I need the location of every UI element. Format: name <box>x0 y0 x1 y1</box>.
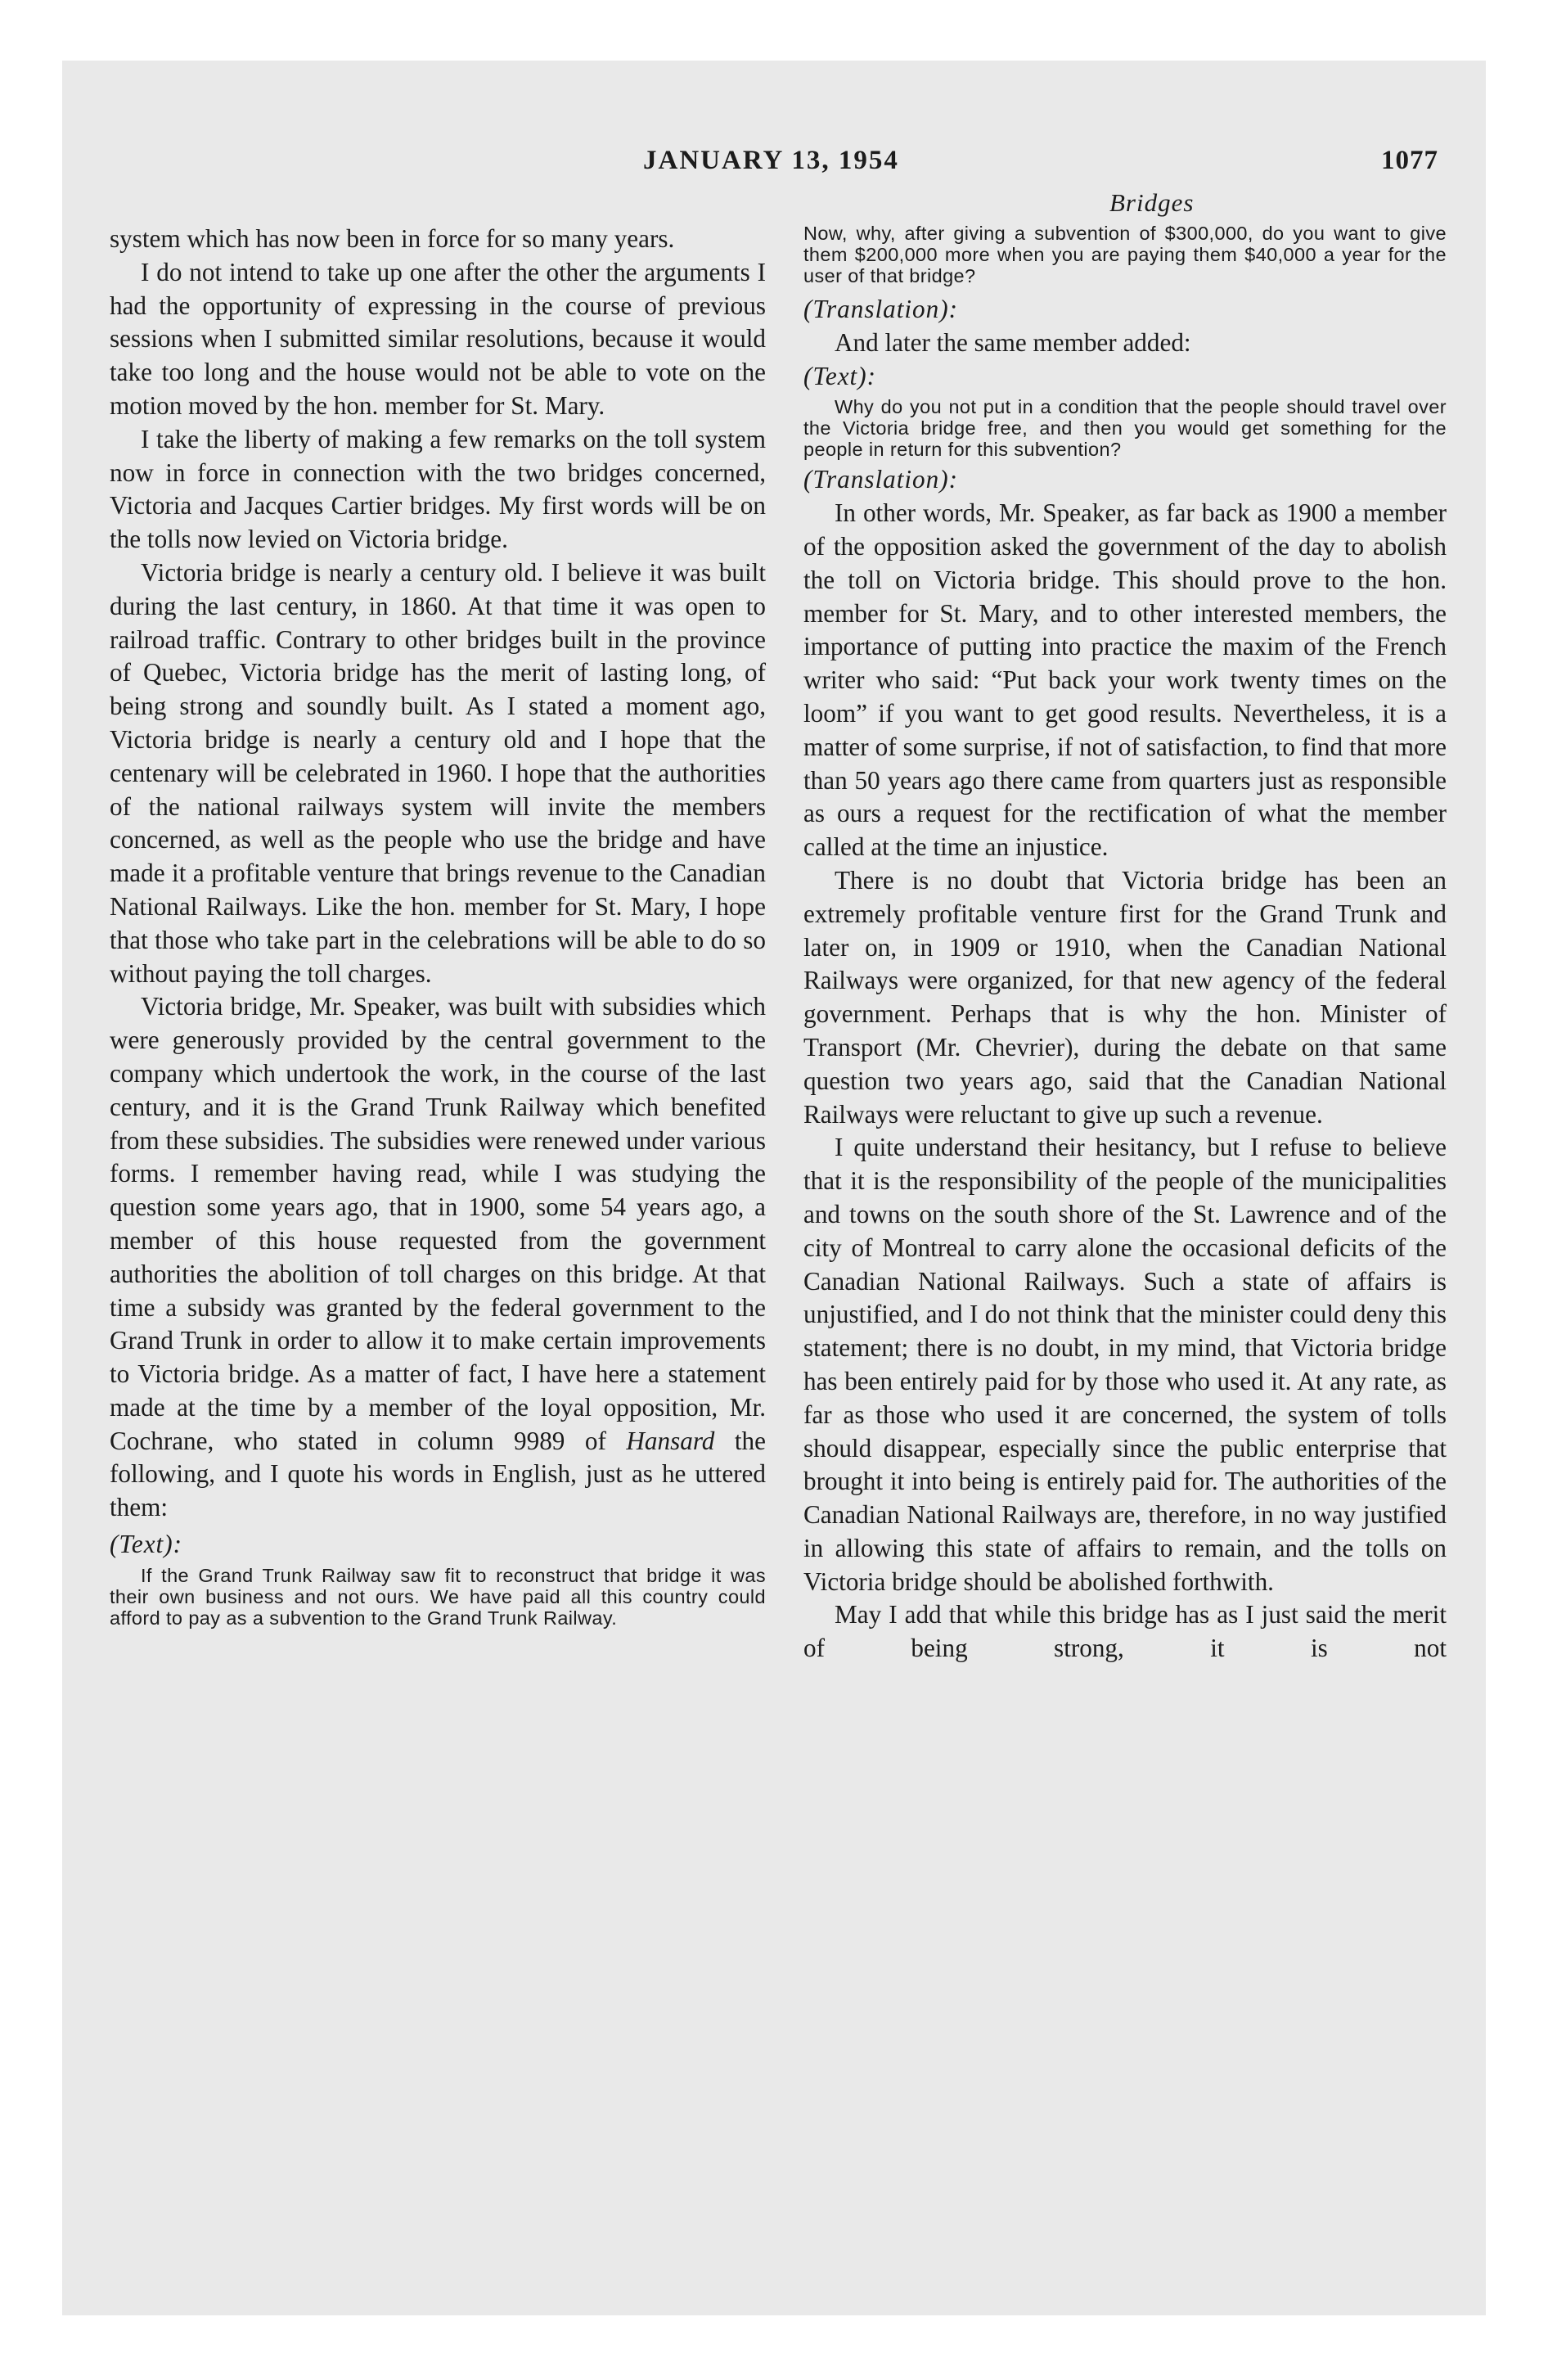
paragraph: May I add that while this bridge has as I just said the merit of being strong, it is not <box>803 1600 1447 1663</box>
paragraph: I do not intend to take up one after the other the arguments I had the opportunity of expressing in the course of previous sessions when I submitted similar resolutions, because it would take too long and the house would not be able to vote on the motion moved by the hon. member for St. Mary. <box>110 257 766 420</box>
paragraph: There is no doubt that Victoria bridge has been an extremely profitable venture first for the Grand Trunk and later on, in 1909 or 1910, when the Canadian National Railways were organized, for that new agency of the federal government. Perhaps that is why the hon. Minister of Transport (Mr. Chevrier), during the debate on that same question two years ago, said that the Canadian National Railways were reluctant to give up such a revenue. <box>803 865 1447 1129</box>
quote: Now, why, after giving a subvention of $300,000, do you want to give them $200,000 more when you are paying them $40,000 a year for the user of that bridge? <box>803 223 1447 286</box>
paragraph: I quite understand their hesitancy, but I refuse to believe that it is the responsibility of the people of the municipalities and towns on the south shore of the St. Lawrence and of the city of Montreal to carry alone the occasional deficits of the Canadian National Railways. Such a state of affairs is unjustified, and I do not think that the minister could deny this statement; there is no doubt, in my mind, that Victoria bridge has been entirely paid for by those who used it. At any rate, as far as those who used it are concerned, the system of tolls should disappear, especially since the public enterprise that brought it into being is entirely paid for. The authorities of the Canadian National Railways are, therefore, in no way justified in allowing this state of affairs to remain, and the tolls on Victoria bridge should be abolished forthwith. <box>803 1133 1447 1596</box>
page-topic: Bridges <box>1109 188 1195 217</box>
left-column <box>110 223 766 1629</box>
publication-name: Hansard <box>626 1426 715 1455</box>
paragraph: And later the same member added: <box>835 327 1191 357</box>
quote: If the Grand Trunk Railway saw fit to reconstruct that bridge it was their own business and not ours. We have paid all this country could afford to pay as a subvention to the Grand Trunk Railway. <box>110 1564 766 1629</box>
paragraph <box>110 990 766 1525</box>
translation-label: (Translation): <box>803 465 959 494</box>
paragraph-text: the following, and I quote his words in English, just as he uttered them: <box>110 1426 766 1522</box>
paragraph-text: Victoria bridge, Mr. Speaker, was built with subsidies which were generously provided by the central government to the company which undertook the work, in the course of the last century, and it is the Grand Trunk Railway which benefited from these subsidies. The subsidies were renewed under various forms. I remember having read, while I was studying the question some years ago, that in 1900, some 54 years ago, a member of this house requested from the government authorities the abolition of toll charges on this bridge. At that time a subsidy was granted by the federal government to the Grand Trunk in order to allow it to make certain improvements to Victoria bridge. As a matter of fact, I have here a statement made at the time by a member of the loyal opposition, Mr. Cochrane, who stated in column 9989 of <box>110 992 766 1455</box>
text-label: (Text): <box>110 1530 182 1559</box>
page-date: JANUARY 13, 1954 <box>643 146 899 175</box>
paragraph: I take the liberty of making a few remarks on the toll system now in force in connection with the two bridges concerned, Victoria and Jacques Cartier bridges. My first words will be on the tolls now levied on Victoria bridge. <box>110 424 766 554</box>
text-label: (Text): <box>803 361 876 390</box>
paragraph: system which has now been in force for so many years. <box>110 224 675 253</box>
right-column <box>803 223 1447 1666</box>
quote: Why do you not put in a condition that the people should travel over the Victoria bridge free, and then you would get something for the people in return for this subvention? <box>803 396 1447 461</box>
paragraph: Victoria bridge is nearly a century old. I believe it was built during the last century, in 1860. At that time it was open to railroad traffic. Contrary to other bridges built in the province of Quebec, Victoria bridge has the merit of lasting long, of being strong and soundly built. As I stated a moment ago, Victoria bridge is nearly a century old and I hope that the centenary will be celebrated in 1960. I hope that the authorities of the national railways system will invite the members concerned, as well as the people who use the bridge and have made it a profitable venture that brings revenue to the Canadian National Railways. Like the hon. member for St. Mary, I hope that those who take part in the celebrations will be able to do so without paying the toll charges. <box>110 557 766 988</box>
translation-label: (Translation): <box>803 295 959 323</box>
page-number: 1077 <box>1381 146 1438 175</box>
paragraph: In other words, Mr. Speaker, as far back as 1900 a member of the opposition asked the government of the day to abolish the toll on Victoria bridge. This should prove to the hon. member for St. Mary, and to other interested members, the importance of putting into practice the maxim of the French writer who said: “Put back your work twenty times on the loom” if you want to get good results. Nevertheless, it is a matter of some surprise, if not of satisfaction, to find that more than 50 years ago there came from quarters just as responsible as ours a request for the rectification of what the member called at the time an injustice. <box>803 498 1447 862</box>
